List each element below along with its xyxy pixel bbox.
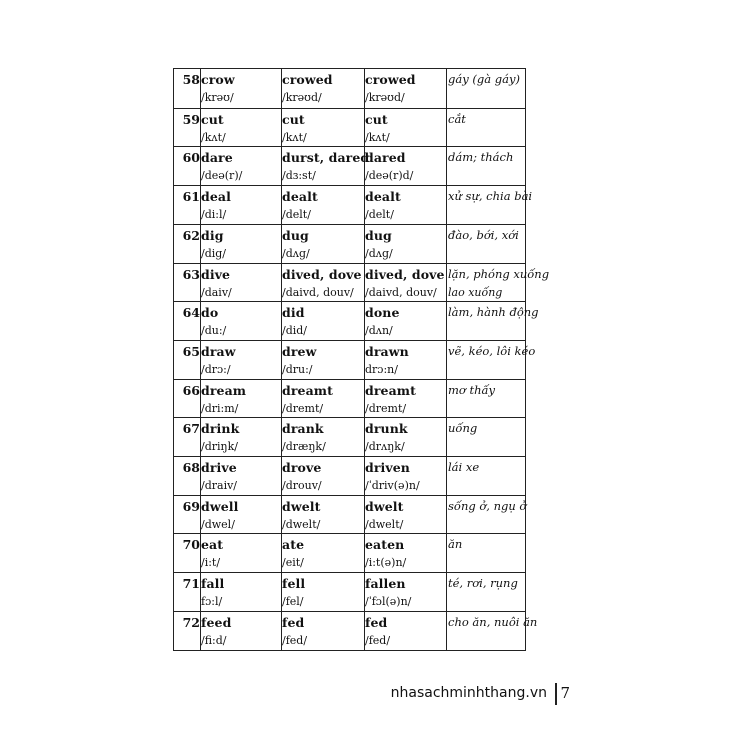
- past-participle-word: dug: [365, 227, 392, 243]
- infinitive-pronunciation: /deə(r)/: [201, 169, 243, 183]
- row-number: 72: [182, 614, 200, 630]
- past-simple-word: crowed: [282, 72, 333, 87]
- infinitive-word: feed: [201, 614, 232, 630]
- meaning-text: cho ăn, nuôi ăn: [448, 614, 538, 629]
- meaning-text: cắt: [448, 111, 466, 126]
- past-participle-pronunciation: /fed/: [365, 633, 391, 647]
- meaning-text: té, rơi, rụng: [448, 576, 518, 591]
- row-number: 67: [182, 421, 200, 437]
- past-participle-word: eaten: [365, 537, 405, 553]
- infinitive-word: fall: [201, 576, 225, 592]
- row-number: 68: [182, 460, 200, 475]
- table-row: [174, 456, 525, 496]
- past-participle-pronunciation: /dwelt/: [365, 517, 404, 531]
- row-number: 65: [182, 343, 200, 359]
- past-participle-pronunciation: drɔ:n/: [365, 362, 398, 376]
- past-simple-word: cut: [282, 111, 305, 127]
- past-participle-pronunciation: /delt/: [365, 208, 394, 222]
- past-participle-pronunciation: /daivd, douv/: [365, 285, 437, 299]
- past-simple-pronunciation: /dwelt/: [282, 517, 321, 531]
- infinitive-pronunciation: /dri:m/: [201, 401, 239, 415]
- meaning-text: sống ở, ngụ ở: [448, 498, 527, 513]
- row-number: 69: [182, 498, 200, 514]
- meaning-text-continued: lao xuống: [448, 285, 503, 299]
- table-row: [174, 263, 550, 303]
- past-simple-pronunciation: /daivd, douv/: [282, 285, 354, 299]
- row-number: 58: [182, 72, 200, 87]
- row-number: 70: [182, 537, 200, 553]
- past-participle-word: driven: [365, 460, 410, 475]
- past-simple-word: fed: [282, 614, 305, 630]
- irregular-verbs-table: [173, 68, 550, 651]
- past-simple-pronunciation: /eit/: [282, 556, 304, 570]
- infinitive-pronunciation: /dig/: [201, 246, 227, 260]
- table-row: [174, 185, 533, 225]
- past-simple-word: drew: [282, 343, 317, 359]
- meaning-text: đào, bới, xới: [448, 227, 519, 242]
- past-simple-word: fell: [282, 576, 306, 592]
- meaning-text: xử sự, chia bài: [448, 189, 533, 204]
- infinitive-word: deal: [201, 189, 231, 205]
- infinitive-word: cut: [201, 111, 224, 127]
- infinitive-pronunciation: /dwel/: [201, 517, 235, 531]
- row-number: 59: [182, 111, 200, 127]
- page-number: 7: [560, 684, 570, 702]
- past-simple-pronunciation: /dʌg/: [282, 246, 310, 260]
- infinitive-pronunciation: /krəʊ/: [201, 91, 234, 104]
- meaning-text: gáy (gà gáy): [448, 72, 520, 86]
- meaning-text: lặn, phóng xuống: [448, 266, 550, 281]
- row-number: 62: [182, 227, 200, 243]
- infinitive-word: dream: [201, 382, 247, 398]
- row-number: 64: [182, 305, 200, 321]
- infinitive-pronunciation: /fi:d/: [201, 633, 227, 647]
- infinitive-pronunciation: fɔ:l/: [201, 595, 223, 609]
- table-row: [174, 301, 539, 341]
- past-simple-pronunciation: /dɜ:st/: [282, 169, 316, 183]
- table-row: [174, 146, 525, 186]
- past-simple-word: did: [282, 305, 305, 321]
- past-participle-pronunciation: /ˈfɔl(ə)n/: [365, 595, 412, 609]
- past-participle-pronunciation: /i:t(ə)n/: [365, 556, 407, 570]
- infinitive-pronunciation: /kʌt/: [201, 130, 226, 144]
- past-simple-pronunciation: /kʌt/: [282, 130, 307, 144]
- infinitive-word: eat: [201, 537, 224, 553]
- past-simple-word: dreamt: [282, 382, 333, 398]
- meaning-text: làm, hành động: [448, 305, 539, 320]
- past-simple-word: dug: [282, 227, 309, 243]
- past-simple-pronunciation: /krəʊd/: [282, 91, 322, 104]
- infinitive-pronunciation: /draiv/: [201, 479, 238, 492]
- page-footer: [390, 683, 570, 705]
- infinitive-pronunciation: /daiv/: [201, 285, 232, 299]
- table-row: [174, 572, 525, 612]
- table-row: [174, 417, 525, 457]
- past-simple-word: dwelt: [282, 498, 321, 514]
- meaning-text: mơ thấy: [448, 382, 496, 397]
- table-row: [174, 379, 525, 419]
- infinitive-pronunciation: /i:t/: [201, 556, 221, 570]
- past-participle-word: drunk: [365, 421, 408, 437]
- past-participle-word: cut: [365, 111, 388, 127]
- past-participle-pronunciation: /dʌn/: [365, 324, 393, 338]
- past-participle-word: drawn: [365, 343, 409, 359]
- past-simple-pronunciation: /dru:/: [282, 362, 313, 376]
- past-simple-word: durst, dared: [282, 150, 370, 166]
- infinitive-word: draw: [201, 343, 236, 359]
- infinitive-word: drink: [201, 421, 240, 437]
- infinitive-word: dive: [201, 266, 231, 282]
- past-simple-word: drove: [282, 460, 322, 475]
- row-number: 60: [182, 150, 200, 166]
- infinitive-word: do: [201, 305, 219, 321]
- footer-divider: [555, 683, 557, 705]
- meaning-text: uống: [448, 421, 478, 436]
- infinitive-pronunciation: /driŋk/: [201, 440, 238, 454]
- past-participle-pronunciation: /dremt/: [365, 401, 407, 415]
- infinitive-word: dare: [201, 150, 233, 166]
- past-simple-pronunciation: /drouv/: [282, 479, 322, 492]
- past-participle-pronunciation: /krəʊd/: [365, 91, 405, 104]
- past-simple-word: dealt: [282, 189, 318, 205]
- infinitive-word: drive: [201, 460, 237, 475]
- past-participle-word: fallen: [365, 576, 406, 592]
- past-simple-pronunciation: /dremt/: [282, 401, 324, 415]
- past-participle-word: dwelt: [365, 498, 404, 514]
- past-participle-pronunciation: /drʌŋk/: [365, 440, 405, 454]
- infinitive-pronunciation: /du:/: [201, 324, 227, 338]
- past-participle-pronunciation: /ˈdriv(ə)n/: [365, 479, 420, 492]
- row-number: 66: [182, 382, 200, 398]
- past-simple-pronunciation: /fed/: [282, 633, 308, 647]
- table-row: [174, 611, 538, 651]
- past-participle-word: done: [365, 305, 400, 321]
- past-simple-pronunciation: /fel/: [282, 595, 304, 609]
- infinitive-word: dig: [201, 227, 224, 243]
- meaning-text: dám; thách: [448, 150, 514, 165]
- table-row: [174, 108, 525, 148]
- row-number: 71: [182, 576, 200, 592]
- table-row: [174, 69, 525, 108]
- past-simple-word: ate: [282, 537, 305, 553]
- past-participle-pronunciation: /kʌt/: [365, 130, 390, 144]
- past-participle-word: dreamt: [365, 382, 416, 398]
- table-row: [174, 340, 536, 380]
- past-participle-word: dealt: [365, 189, 401, 205]
- meaning-text: vẽ, kéo, lôi kéo: [448, 343, 536, 358]
- past-simple-pronunciation: /delt/: [282, 208, 311, 222]
- website-label: nhasachminhthang.vn: [390, 685, 547, 701]
- past-simple-pronunciation: /did/: [282, 324, 308, 338]
- row-number: 61: [182, 189, 200, 205]
- infinitive-word: dwell: [201, 498, 239, 514]
- meaning-text: lái xe: [448, 460, 480, 474]
- past-simple-word: dived, dove: [282, 266, 362, 282]
- past-participle-word: dared: [365, 150, 406, 166]
- past-simple-word: drank: [282, 421, 324, 437]
- table-row: [174, 495, 525, 535]
- meaning-text: ăn: [448, 537, 463, 552]
- infinitive-word: crow: [201, 72, 235, 87]
- row-number: 63: [182, 266, 200, 282]
- table-row: [174, 224, 525, 264]
- past-participle-word: fed: [365, 614, 388, 630]
- past-simple-pronunciation: /dræŋk/: [282, 440, 326, 454]
- past-participle-word: crowed: [365, 72, 416, 87]
- past-participle-word: dived, dove: [365, 266, 445, 282]
- infinitive-pronunciation: /drɔ:/: [201, 362, 231, 376]
- past-participle-pronunciation: /dʌg/: [365, 246, 393, 260]
- infinitive-pronunciation: /di:l/: [201, 208, 227, 222]
- table-row: [174, 533, 525, 573]
- past-participle-pronunciation: /deə(r)d/: [365, 169, 414, 183]
